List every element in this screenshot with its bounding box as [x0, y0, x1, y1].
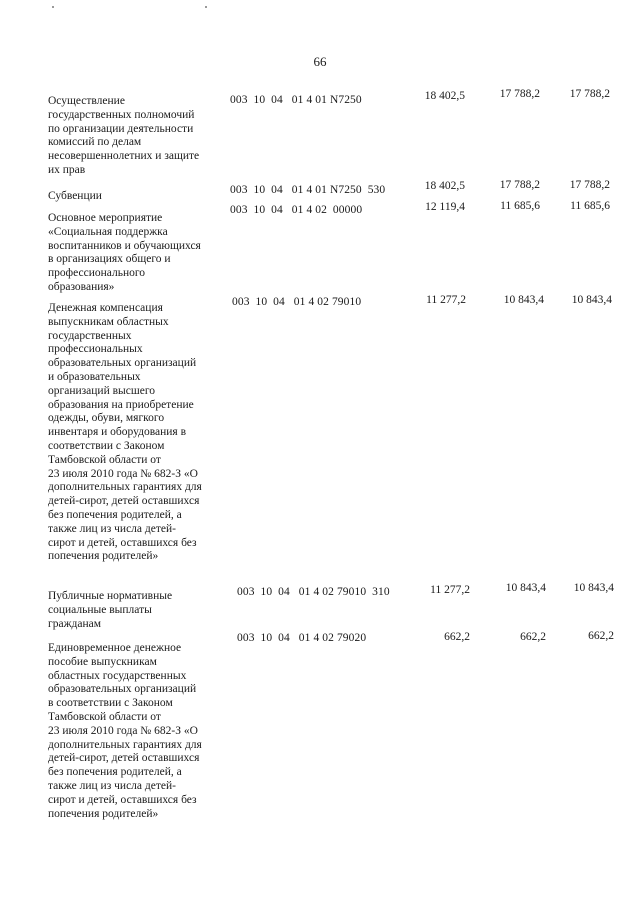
row-value-year3: 11 685,6	[570, 200, 610, 212]
row-value-year2: 662,2	[520, 631, 546, 643]
scan-artifact	[205, 6, 207, 8]
row-value-year3: 662,2	[588, 630, 614, 642]
row-description: Осуществление государственных полномочий по организации деятельности комиссий по делам несовершеннолетних и защите их прав	[48, 95, 200, 176]
row-value-year3: 17 788,2	[569, 179, 610, 191]
row-codes: 003 10 04 01 4 01 N7250 530	[230, 184, 386, 196]
row-value-year1: 11 277,2	[430, 584, 470, 596]
row-description: Денежная компенсация выпускникам областных государственных профессиональных образовательных организаций и образовательных организаций высшего образования на приобретение одежды, обуви, мягкого инвентаря и оборудования в соответствии с Законом Тамбовской области от 23 июля 2010 года № 682-З «О дополнительных гарантиях для детей-сирот, детей оставшихся без попечения родителей, а также лиц из числа детей- сирот и детей, оставшихся без попечения родителей»	[48, 302, 202, 563]
row-value-year2: 17 788,2	[499, 179, 540, 191]
row-value-year3: 10 843,4	[571, 294, 612, 306]
row-codes: 003 10 04 01 4 02 79010	[232, 296, 362, 308]
row-description: Субвенции	[48, 190, 102, 202]
row-value-year1: 18 402,5	[424, 180, 465, 192]
row-value-year1: 11 277,2	[426, 294, 466, 306]
row-codes: 003 10 04 01 4 02 79020	[237, 632, 367, 644]
row-codes: 003 10 04 01 4 02 00000	[230, 204, 363, 216]
page-number: 66	[313, 54, 327, 69]
row-value-year2: 17 788,2	[499, 88, 540, 100]
row-value-year1: 662,2	[444, 631, 470, 643]
row-value-year3: 17 788,2	[569, 88, 610, 100]
row-codes: 003 10 04 01 4 02 79010 310	[237, 586, 390, 598]
row-value-year2: 11 685,6	[500, 200, 540, 212]
row-value-year1: 12 119,4	[425, 201, 465, 213]
row-description: Единовременное денежное пособие выпускникам областных государственных образовательных организаций в соответствии с Законом Тамбовской области от 23 июля 2010 года № 682-З «О дополнительных гарантиях для детей-сирот, детей оставшихся без попечения родителей, а также лиц из числа детей- сирот и детей, оставшихся без попечения родителей»	[48, 642, 202, 820]
row-codes: 003 10 04 01 4 01 N7250	[230, 94, 362, 106]
row-description: Основное мероприятие «Социальная поддержка воспитанников и обучающихся в организациях общего и профессионального образования»	[48, 212, 201, 293]
row-value-year2: 10 843,4	[503, 294, 544, 306]
row-value-year2: 10 843,4	[505, 582, 546, 594]
row-description: Публичные нормативные социальные выплаты гражданам	[48, 590, 173, 630]
row-value-year1: 18 402,5	[424, 90, 465, 102]
scan-artifact	[52, 6, 54, 8]
row-value-year3: 10 843,4	[573, 582, 614, 594]
